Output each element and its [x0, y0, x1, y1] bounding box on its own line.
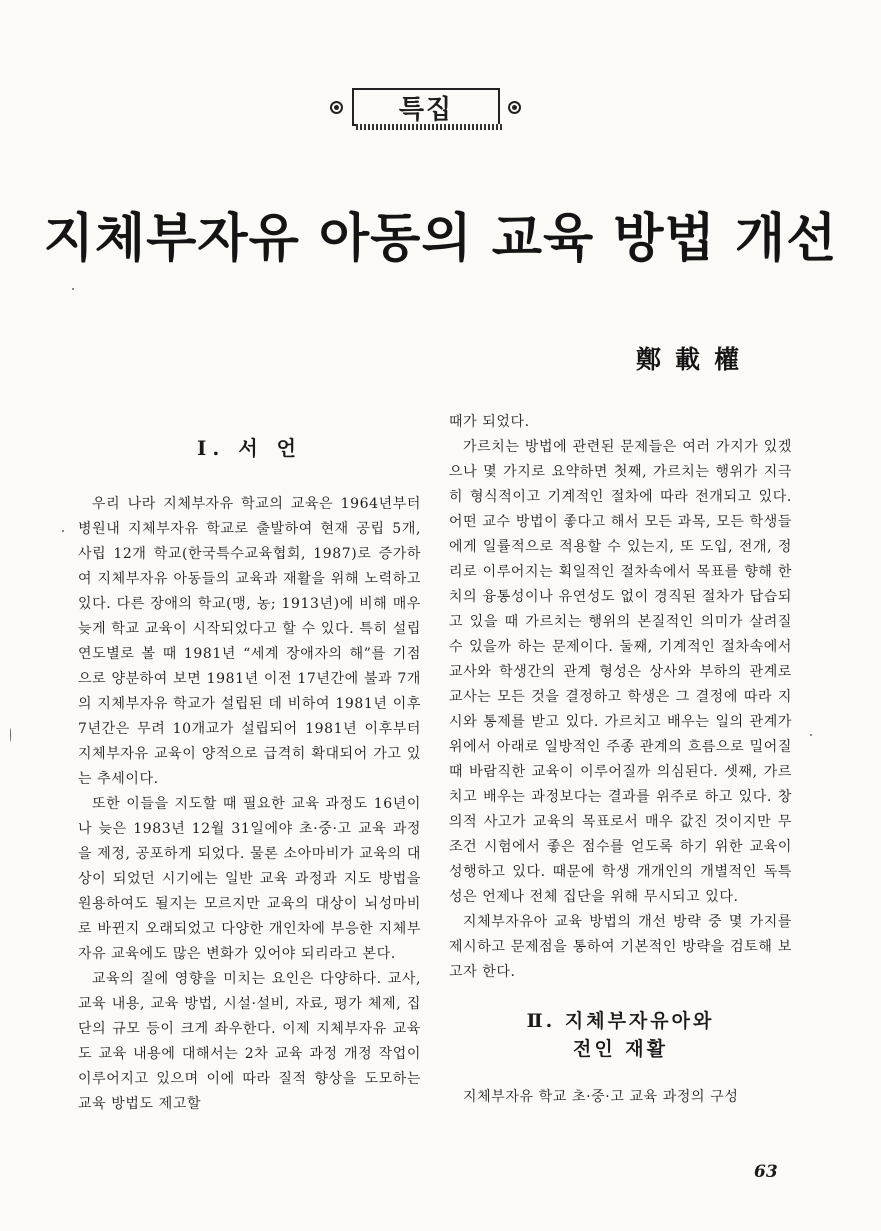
continued-text: 때가 되었다.	[449, 414, 530, 430]
scan-speck	[810, 734, 812, 736]
article-title: 지체부자유 아동의 교육 방법 개선	[43, 209, 838, 269]
section-2-heading-line-2: 전인 재활	[572, 1038, 669, 1060]
badge-shadow-stripe	[356, 124, 504, 130]
left-column	[78, 410, 421, 1117]
section-1-paragraph-2: 또한 이들을 지도할 때 필요한 교육 과정도 16년이나 늦은 1983년 12월 31일에야 초·중·고 교육 과정을 제정, 공포하게 되었다. 물론 소아마비가 교육의 대상이 되었던 시기에는 일반 교육 과정과 지도 방법을 원용하여도 될지는 모르지만 교육의 대상이 뇌성마비로 바뀐지 오래되었고 다양한 개인차에 부응한 지체부자유 교육에도 많은 변화가 있어야 되리라고 본다.	[78, 796, 421, 962]
special-feature-badge-row	[330, 86, 530, 134]
scan-speck	[62, 530, 64, 532]
scan-speck	[10, 728, 11, 742]
section-1-paragraph-1: 우리 나라 지체부자유 학교의 교육은 1964년부터 병원내 지체부자유 학교로 출발하여 현재 공립 5개, 사립 12개 학교(한국특수교육협회, 1987)로 증가하여 지체부자유 아동들의 교육과 재활을 위해 노력하고 있다. 다른 장애의 학교(맹, 농; 1913년)에 비해 매우 늦게 학교 교육이 시작되었다고 할 수 있다. 특히 설립 연도별로 볼 때 1981년 “세계 장애자의 해”를 기점으로 양분하여 보면 1981년 이전 17년간에 불과 7개의 지체부자유 학교가 설립된 데 비하여 1981년 이후 7년간은 무려 10개교가 설립되어 1981년 이후부터 지체부자유 교육이 양적으로 급격히 확대되어 가고 있는 추세이다.	[78, 496, 421, 787]
special-feature-badge: 특집	[352, 88, 500, 126]
bullet-left-icon	[330, 101, 343, 114]
section-2-heading-line-1: Ⅱ. 지체부자유아와	[526, 1010, 715, 1032]
section-2-first-line: 지체부자유 학교 초·중·고 교육 과정의 구성	[463, 1089, 739, 1105]
section-1-paragraph-3: 교육의 질에 영향을 미치는 요인은 다양하다. 교사, 교육 내용, 교육 방법, 시설·설비, 자료, 평가 체제, 집단의 규모 등이 크게 좌우한다. 이제 지체부자유 교육도 교육 내용에 대해서는 2차 교육 과정 개정 작업이 이루어지고 있으며 이에 따라 질적 향상을 도모하는 교육 방법도 제고할	[78, 971, 421, 1112]
section-1-heading: Ⅰ. 서 언	[197, 436, 302, 460]
right-column	[449, 410, 792, 1110]
author-name: 鄭載權	[635, 345, 753, 374]
scan-speck	[72, 288, 74, 290]
right-paragraph-1: 가르치는 방법에 관련된 문제들은 여러 가지가 있겠으나 몇 가지로 요약하면 첫째, 가르치는 행위가 지극히 형식적이고 기계적인 절차에 따라 전개되고 있다. 어떤 교수 방법이 좋다고 해서 모든 과목, 모든 학생들에게 일률적으로 적용할 수 있는지, 또 도입, 전개, 정리로 이루어지는 획일적인 절차속에서 목표를 향해 한치의 융통성이나 유연성도 없이 경직된 절차가 답습되고 있을 때 가르치는 행위의 본질적인 의미가 살려질 수 있을까 하는 문제이다. 둘째, 기계적인 절차속에서 교사와 학생간의 관계 형성은 상사와 부하의 관계로 교사는 모든 것을 결정하고 학생은 그 결정에 따라 지시와 통제를 받고 있다. 가르치고 배우는 일의 관계가 위에서 아래로 일방적인 주종 관계의 흐름으로 밀어질 때 바람직한 교육이 이루어질까 의심된다. 셋째, 가르치고 배우는 과정보다는 결과를 위주로 하고 있다. 창의적 사고가 교육의 목표로서 매우 값진 것이지만 무조건 시험에서 좋은 점수를 얻도록 하기 위한 교육이 성행하고 있다. 때문에 학생 개개인의 개별적인 독특성은 언제나 전체 집단을 위해 무시되고 있다.	[449, 439, 792, 905]
bullet-right-icon	[508, 101, 521, 114]
page-number: 63	[754, 1162, 778, 1182]
section-2-heading	[449, 1007, 792, 1063]
right-paragraph-2: 지체부자유아 교육 방법의 개선 방략 중 몇 가지를 제시하고 문제점을 통하여 기본적인 방략을 검토해 보고자 한다.	[449, 914, 792, 980]
